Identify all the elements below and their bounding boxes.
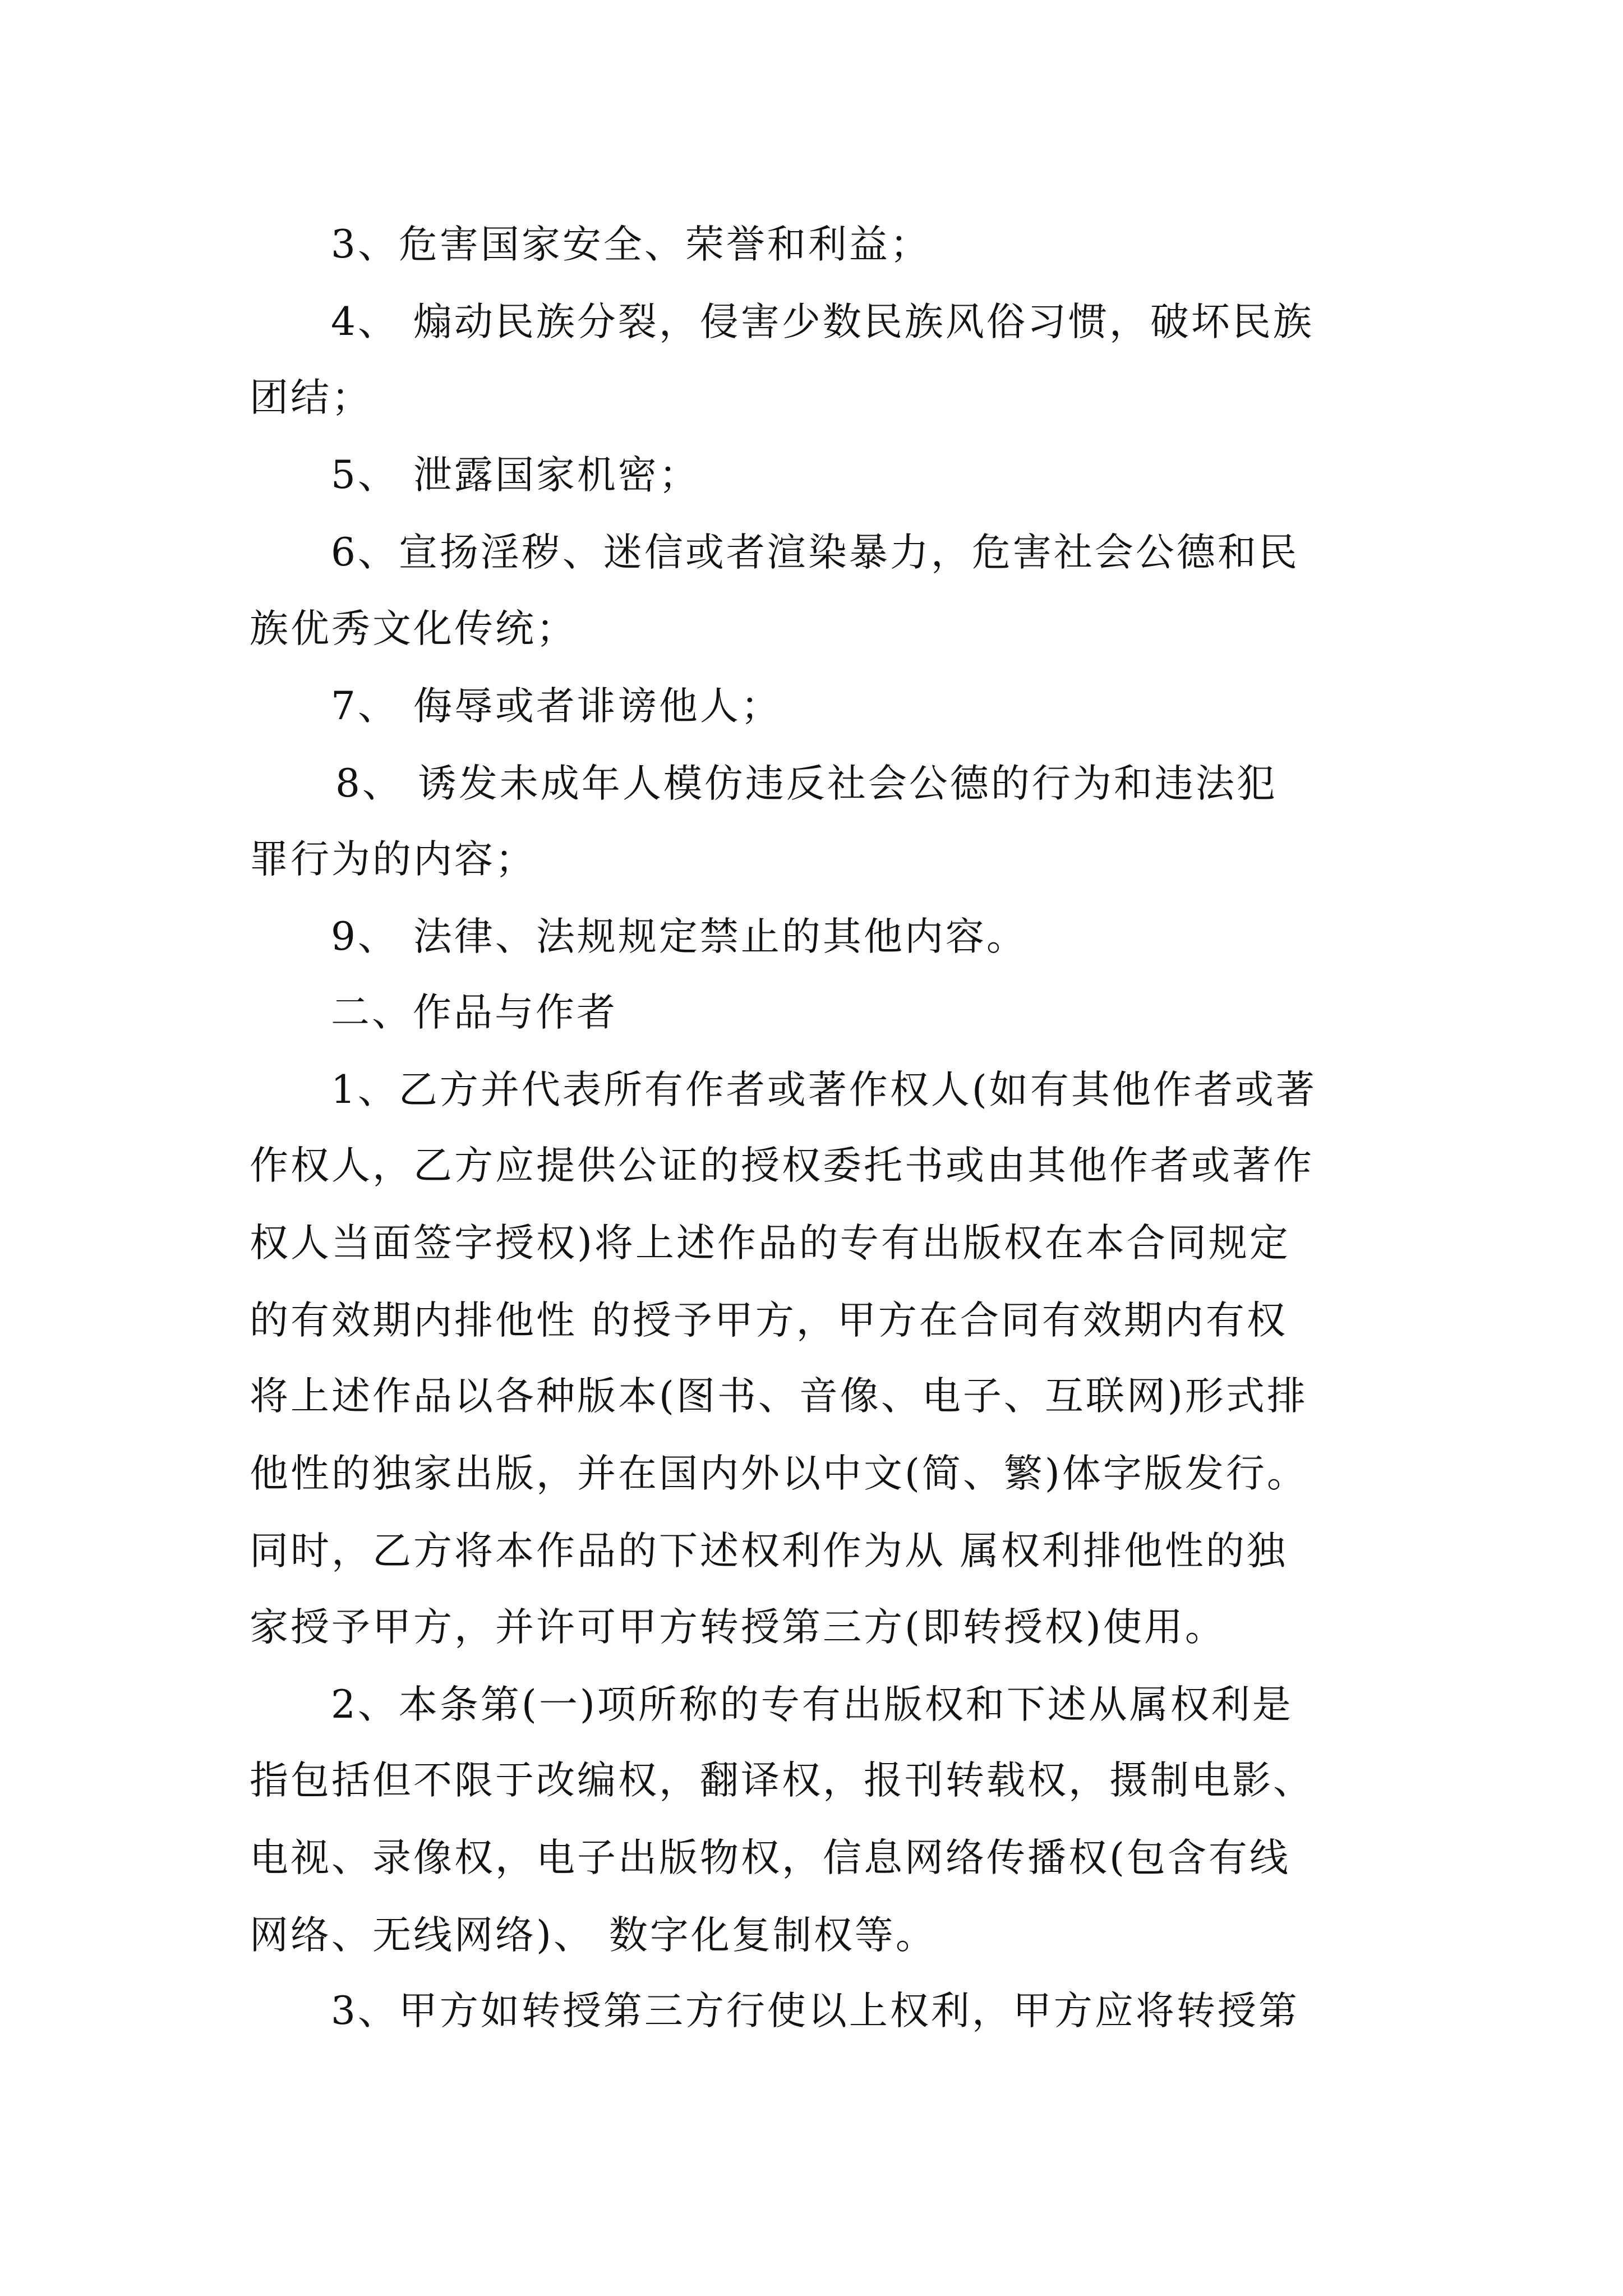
section-2-para-1-line-6: 他性的独家出版，并在国内外以中文(简、繁)体字版发行。: [250, 1451, 1308, 1496]
section-heading: 二、作品与作者: [331, 990, 617, 1035]
clause-9-line-1: 9、 法律、法规规定禁止的其他内容。: [331, 914, 1027, 959]
section-2-para-1-line-4: 的有效期内排他性 的授予甲方，甲方在合同有效期内有权: [250, 1298, 1288, 1343]
section-2-para-2-line-3: 电视、录像权，电子出版物权，信息网络传播权(包含有线: [250, 1835, 1290, 1880]
clause-6-line-2: 族优秀文化传统；: [250, 606, 577, 651]
clause-3-line-1: 3、危害国家安全、荣誉和利益；: [331, 222, 931, 267]
section-2-para-1-line-1: 1、乙方并代表所有作者或著作权人(如有其他作者或著: [331, 1068, 1317, 1112]
section-2-para-3-line-1: 3、甲方如转授第三方行使以上权利，甲方应将转授第: [331, 1989, 1299, 2033]
section-2-para-2-line-4: 网络、无线网络)、 数字化复制权等。: [250, 1913, 937, 1958]
clause-8-line-2: 罪行为的内容；: [250, 837, 536, 882]
section-2-para-2-line-1: 2、本条第(一)项所称的专有出版权和下述从属权利是: [331, 1682, 1293, 1727]
section-2-para-1-line-8: 家授予甲方，并许可甲方转授第三方(即转授权)使用。: [250, 1605, 1226, 1650]
clause-5-line-1: 5、 泄露国家机密；: [331, 453, 700, 498]
section-2-para-1-line-2: 作权人，乙方应提供公证的授权委托书或由其他作者或著作: [250, 1143, 1314, 1188]
clause-8-line-1: 8、 诱发未成年人模仿违反社会公德的行为和违法犯: [335, 761, 1278, 806]
clause-4-line-1: 4、 煽动民族分裂，侵害少数民族风俗习惯，破坏民族: [331, 300, 1314, 344]
section-2-para-2-line-2: 指包括但不限于改编权，翻译权，报刊转载权，摄制电影、: [250, 1758, 1314, 1803]
clause-6-line-1: 6、宣扬淫秽、迷信或者渲染暴力，危害社会公德和民: [331, 530, 1299, 575]
section-2-para-1-line-5: 将上述作品以各种版本(图书、音像、电子、互联网)形式排: [250, 1374, 1308, 1419]
clause-4-line-2: 团结；: [250, 375, 372, 420]
clause-7-line-1: 7、 侮辱或者诽谤他人；: [331, 684, 782, 729]
section-2-para-1-line-7: 同时，乙方将本作品的下述权利作为从 属权利排他性的独: [250, 1529, 1288, 1573]
section-2-para-1-line-3: 权人当面签字授权)将上述作品的专有出版权在本合同规定: [250, 1221, 1290, 1266]
